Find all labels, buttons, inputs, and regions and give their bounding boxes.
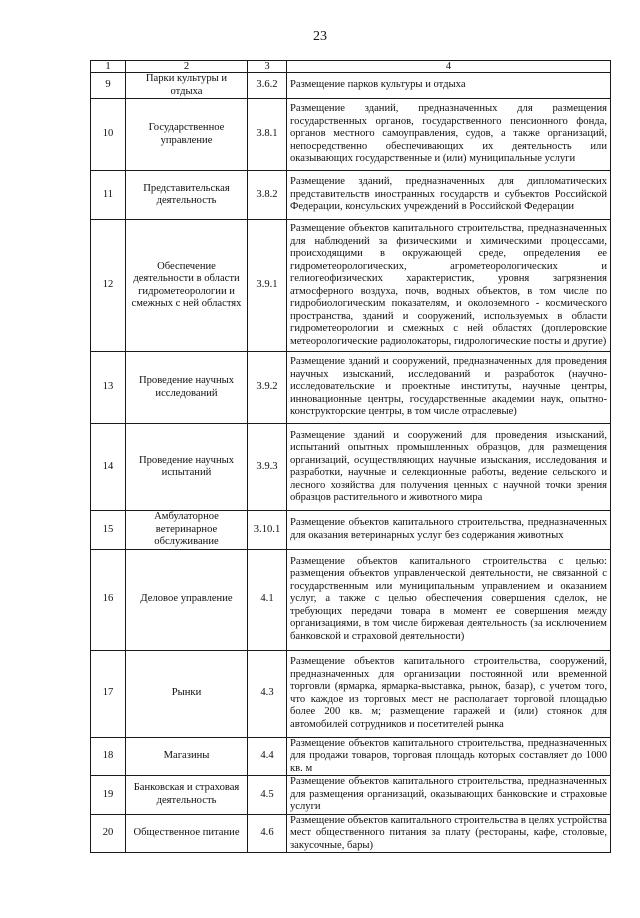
use-type-name-cell: Парки культуры и отдыха — [126, 73, 248, 99]
header-cell-col3: 3 — [248, 61, 287, 73]
use-type-code-cell: 4.4 — [248, 737, 287, 776]
table-row — [91, 814, 611, 853]
use-type-description-cell: Размещение объектов капитального строительства, предназначенных для оказания ветеринарных услуг без содержания животных — [287, 511, 611, 550]
table-row — [91, 511, 611, 550]
table-row — [91, 171, 611, 220]
use-type-code-cell: 4.3 — [248, 650, 287, 737]
use-type-code-cell: 4.5 — [248, 776, 287, 815]
use-type-name-cell: Представительская деятельность — [126, 171, 248, 220]
table-row — [91, 650, 611, 737]
use-type-name-cell: Банковская и страховая деятельность — [126, 776, 248, 815]
use-type-description-cell: Размещение объектов капитального строительства с целью: размещения объектов управленческой деятельности, не связанной с государственным или муниципальным управлением и оказанием услуг, а также с целью обеспечения совершения сделок, не требующих передачи товара в момент ее совершения между организациями, в том числе биржевая деятельность (за исключением банковской и страховой деятельности) — [287, 549, 611, 650]
use-type-name-cell: Амбулаторное ветеринарное обслуживание — [126, 511, 248, 550]
use-type-description-cell: Размещение объектов капитального строительства, предназначенных для продажи товаров, торговая площадь которых составляет до 1000 кв. м — [287, 737, 611, 776]
use-type-name-cell: Проведение научных исследований — [126, 352, 248, 424]
use-type-name-cell: Проведение научных испытаний — [126, 424, 248, 511]
header-cell-col4: 4 — [287, 61, 611, 73]
table-row — [91, 776, 611, 815]
land-use-table — [90, 60, 611, 853]
use-type-code-cell: 3.9.3 — [248, 424, 287, 511]
page-number: 23 — [313, 29, 327, 44]
use-type-code-cell: 3.9.2 — [248, 352, 287, 424]
use-type-code-cell: 3.8.2 — [248, 171, 287, 220]
row-number-cell: 14 — [91, 424, 126, 511]
header-cell-col1: 1 — [91, 61, 126, 73]
use-type-description-cell: Размещение парков культуры и отдыха — [287, 73, 611, 99]
row-number-cell: 9 — [91, 73, 126, 99]
table-header-row — [91, 61, 611, 73]
use-type-description-cell: Размещение зданий и сооружений для проведения изысканий, испытаний опытных промышленных образцов, для размещения организаций, осуществляющих научные изыскания, исследования и разработки, научные и селекционные работы, ведение сельского и лесного хозяйства для получения ценных с научной точки зрения образцов растительного и животного мира — [287, 424, 611, 511]
use-type-code-cell: 3.9.1 — [248, 220, 287, 352]
use-type-description-cell: Размещение зданий и сооружений, предназначенных для проведения научных изысканий, исследований и разработок (научно-исследовательские и проектные институты, научные центры, инновационные центры, государственные академии наук, опытно-конструкторские центры, в том числе отраслевые) — [287, 352, 611, 424]
use-type-code-cell: 4.6 — [248, 814, 287, 853]
row-number-cell: 13 — [91, 352, 126, 424]
use-type-code-cell: 3.6.2 — [248, 73, 287, 99]
use-type-code-cell: 3.10.1 — [248, 511, 287, 550]
row-number-cell: 12 — [91, 220, 126, 352]
table-row — [91, 737, 611, 776]
row-number-cell: 17 — [91, 650, 126, 737]
use-type-name-cell: Государственное управление — [126, 99, 248, 171]
table-row — [91, 99, 611, 171]
table-row — [91, 73, 611, 99]
use-type-description-cell: Размещение объектов капитального строительства, предназначенных для наблюдений за физическими и химическими процессами, происходящими в окружающей среде, определения ее гидрометеорологических, агрометеорологических и гелиогеофизических характеристик, уровня загрязнения атмосферного воздуха, почв, водных объектов, в том числе по гидробиологическим показателям, и околоземного - космического пространства, зданий и сооружений, используемых в области гидрометеорологии и смежных с ней областях (доплеровские метеорологические радиолокаторы, гидрологические посты и другие) — [287, 220, 611, 352]
use-type-name-cell: Обеспечение деятельности в области гидрометеорологии и смежных с ней областях — [126, 220, 248, 352]
table-row — [91, 424, 611, 511]
use-type-description-cell: Размещение зданий, предназначенных для размещения государственных органов, государственного пенсионного фонда, органов местного самоуправления, судов, а также организаций, непосредственно обеспечивающих их деятельность или оказывающих государственные и (или) муниципальные услуги — [287, 99, 611, 171]
header-cell-col2: 2 — [126, 61, 248, 73]
use-type-name-cell: Рынки — [126, 650, 248, 737]
table-row — [91, 220, 611, 352]
use-type-name-cell: Общественное питание — [126, 814, 248, 853]
row-number-cell: 18 — [91, 737, 126, 776]
row-number-cell: 19 — [91, 776, 126, 815]
use-type-code-cell: 4.1 — [248, 549, 287, 650]
row-number-cell: 16 — [91, 549, 126, 650]
use-type-description-cell: Размещение зданий, предназначенных для дипломатических представительств иностранных государств и субъектов Российской Федерации, консульских учреждений в Российской Федерации — [287, 171, 611, 220]
use-type-name-cell: Магазины — [126, 737, 248, 776]
row-number-cell: 11 — [91, 171, 126, 220]
use-type-name-cell: Деловое управление — [126, 549, 248, 650]
row-number-cell: 10 — [91, 99, 126, 171]
row-number-cell: 20 — [91, 814, 126, 853]
use-type-description-cell: Размещение объектов капитального строительства, сооружений, предназначенных для организации постоянной или временной торговли (ярмарка, ярмарка-выставка, рынок, базар), с учетом того, что каждое из торговых мест не располагает торговой площадью более 200 кв. м; размещение гаражей и (или) стоянок для автомобилей сотрудников и посетителей рынка — [287, 650, 611, 737]
use-type-description-cell: Размещение объектов капитального строительства, предназначенных для размещения организаций, оказывающих банковские и страховые услуги — [287, 776, 611, 815]
use-type-description-cell: Размещение объектов капитального строительства в целях устройства мест общественного питания за плату (рестораны, кафе, столовые, закусочные, бары) — [287, 814, 611, 853]
table-row — [91, 549, 611, 650]
table-row — [91, 352, 611, 424]
row-number-cell: 15 — [91, 511, 126, 550]
use-type-code-cell: 3.8.1 — [248, 99, 287, 171]
